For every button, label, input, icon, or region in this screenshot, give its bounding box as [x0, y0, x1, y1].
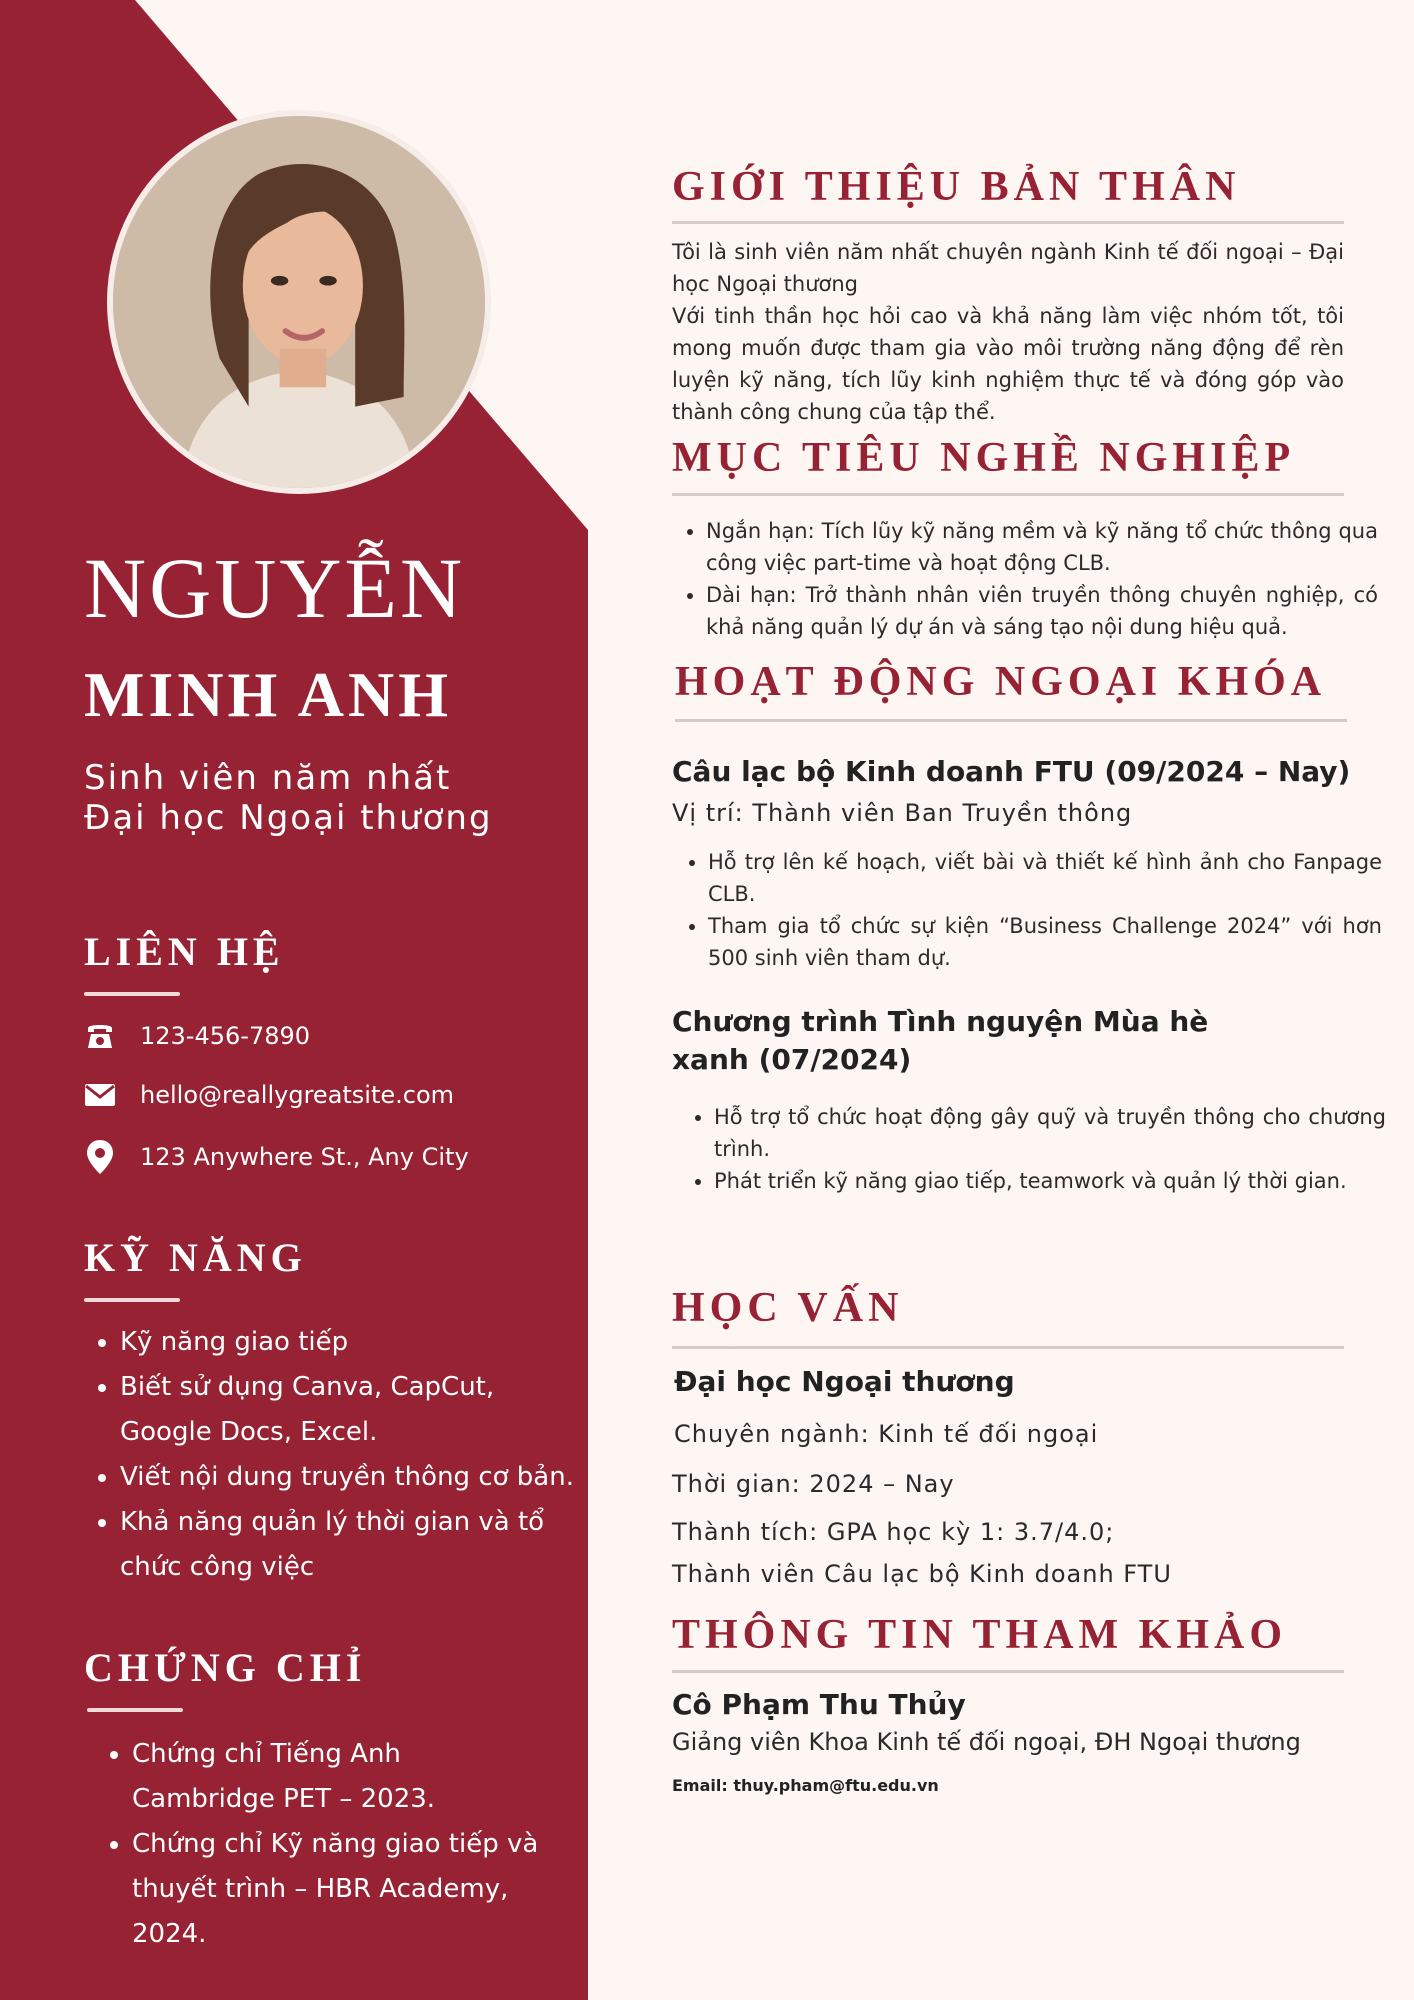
skills-heading: KỸ NĂNG [84, 1235, 307, 1280]
education-achievement-2: Thành viên Câu lạc bộ Kinh doanh FTU [672, 1560, 1172, 1588]
skills-divider [84, 1298, 180, 1302]
location-icon [84, 1141, 116, 1173]
subtitle-line-2: Đại học Ngoại thương [84, 798, 493, 838]
activities-divider [675, 719, 1347, 722]
avatar [107, 110, 491, 494]
reference-position: Giảng viên Khoa Kinh tế đối ngoại, ĐH Ngoại thương [672, 1728, 1301, 1756]
list-item: • Phát triển kỹ năng giao tiếp, teamwork và quản lý thời gian. [714, 1165, 1386, 1197]
first-name: NGUYỄN [84, 540, 466, 636]
reference-heading: THÔNG TIN THAM KHẢO [672, 1612, 1288, 1658]
list-item: • Chứng chỉ Tiếng Anh Cambridge PET – 2023. [132, 1732, 452, 1822]
list-item: • Chứng chỉ Kỹ năng giao tiếp và thuyết trình – HBR Academy, 2024. [132, 1822, 572, 1957]
list-item: • Biết sử dụng Canva, CapCut, Google Docs, Excel. [120, 1365, 520, 1455]
certificates-list [96, 1732, 602, 1957]
goals-list [672, 515, 1378, 643]
phone-number[interactable]: 123-456-7890 [140, 1022, 311, 1050]
last-name: MINH ANH [84, 659, 452, 730]
education-divider [672, 1346, 1344, 1349]
mail-icon [84, 1079, 116, 1111]
education-heading: HỌC VẤN [672, 1285, 904, 1331]
list-item: • Viết nội dung truyền thông cơ bản. [120, 1455, 610, 1500]
club-role: Vị trí: Thành viên Ban Truyền thông [672, 799, 1133, 827]
certificates-divider [87, 1708, 183, 1712]
about-line-1: Tôi là sinh viên năm nhất chuyên ngành Kinh tế đối ngoại – Đại học Ngoại thương [672, 240, 1344, 296]
reference-email[interactable]: Email: thuy.pham@ftu.edu.vn [672, 1776, 939, 1795]
email-address[interactable]: hello@reallygreatsite.com [140, 1081, 455, 1109]
volunteer-list [680, 1101, 1386, 1197]
school-name: Đại học Ngoại thương [674, 1365, 1015, 1398]
list-item: • Hỗ trợ lên kế hoạch, viết bài và thiết kế hình ảnh cho Fanpage CLB. [708, 846, 1382, 910]
about-heading: GIỚI THIỆU BẢN THÂN [672, 164, 1241, 210]
contact-address [84, 1141, 469, 1173]
contact-email [84, 1079, 454, 1111]
list-item: • Ngắn hạn: Tích lũy kỹ năng mềm và kỹ năng tổ chức thông qua công việc part-time và hoạt động CLB. [706, 515, 1378, 579]
volunteer-title: Chương trình Tình nguyện Mùa hè xanh (07/2024) [672, 1005, 1209, 1076]
list-item: • Dài hạn: Trở thành nhân viên truyền thông chuyên nghiệp, có khả năng quản lý dự án và sáng tạo nội dung hiệu quả. [706, 579, 1378, 643]
list-item: • Kỹ năng giao tiếp [120, 1320, 610, 1365]
list-item: • Tham gia tổ chức sự kiện “Business Challenge 2024” với hơn 500 sinh viên tham dự. [708, 910, 1382, 974]
goals-divider [672, 493, 1344, 496]
about-divider [672, 221, 1344, 224]
goals-heading: MỤC TIÊU NGHỀ NGHIỆP [672, 435, 1296, 481]
subtitle-line-1: Sinh viên năm nhất [84, 758, 452, 798]
contact-divider [84, 992, 180, 996]
phone-icon [84, 1020, 116, 1052]
activities-heading: HOẠT ĐỘNG NGOẠI KHÓA [675, 659, 1327, 705]
skills-list [84, 1320, 610, 1590]
certificates-heading: CHỨNG CHỈ [84, 1645, 367, 1690]
reference-name: Cô Phạm Thu Thủy [672, 1688, 966, 1721]
education-achievement-1: Thành tích: GPA học kỳ 1: 3.7/4.0; [672, 1518, 1115, 1546]
contact-heading: LIÊN HỆ [84, 929, 285, 974]
reference-divider [672, 1670, 1344, 1673]
about-text [672, 236, 1344, 428]
address: 123 Anywhere St., Any City [140, 1143, 469, 1171]
list-item: • Khả năng quản lý thời gian và tổ chức công việc [120, 1500, 560, 1590]
club-title: Câu lạc bộ Kinh doanh FTU (09/2024 – Nay) [672, 755, 1351, 788]
education-period: Thời gian: 2024 – Nay [672, 1470, 955, 1498]
about-line-2: Với tinh thần học hỏi cao và khả năng làm việc nhóm tốt, tôi mong muốn được tham gia vào môi trường năng động để rèn luyện kỹ năng, tích lũy kinh nghiệm thực tế và đóng góp vào thành công chung của tập thể. [672, 304, 1344, 424]
portrait-photo [113, 116, 485, 488]
list-item: • Hỗ trợ tổ chức hoạt động gây quỹ và truyền thông cho chương trình. [714, 1101, 1386, 1165]
subtitle [84, 758, 493, 838]
education-major: Chuyên ngành: Kinh tế đối ngoại [674, 1420, 1099, 1448]
club-list [674, 846, 1382, 974]
contact-phone [84, 1020, 310, 1052]
